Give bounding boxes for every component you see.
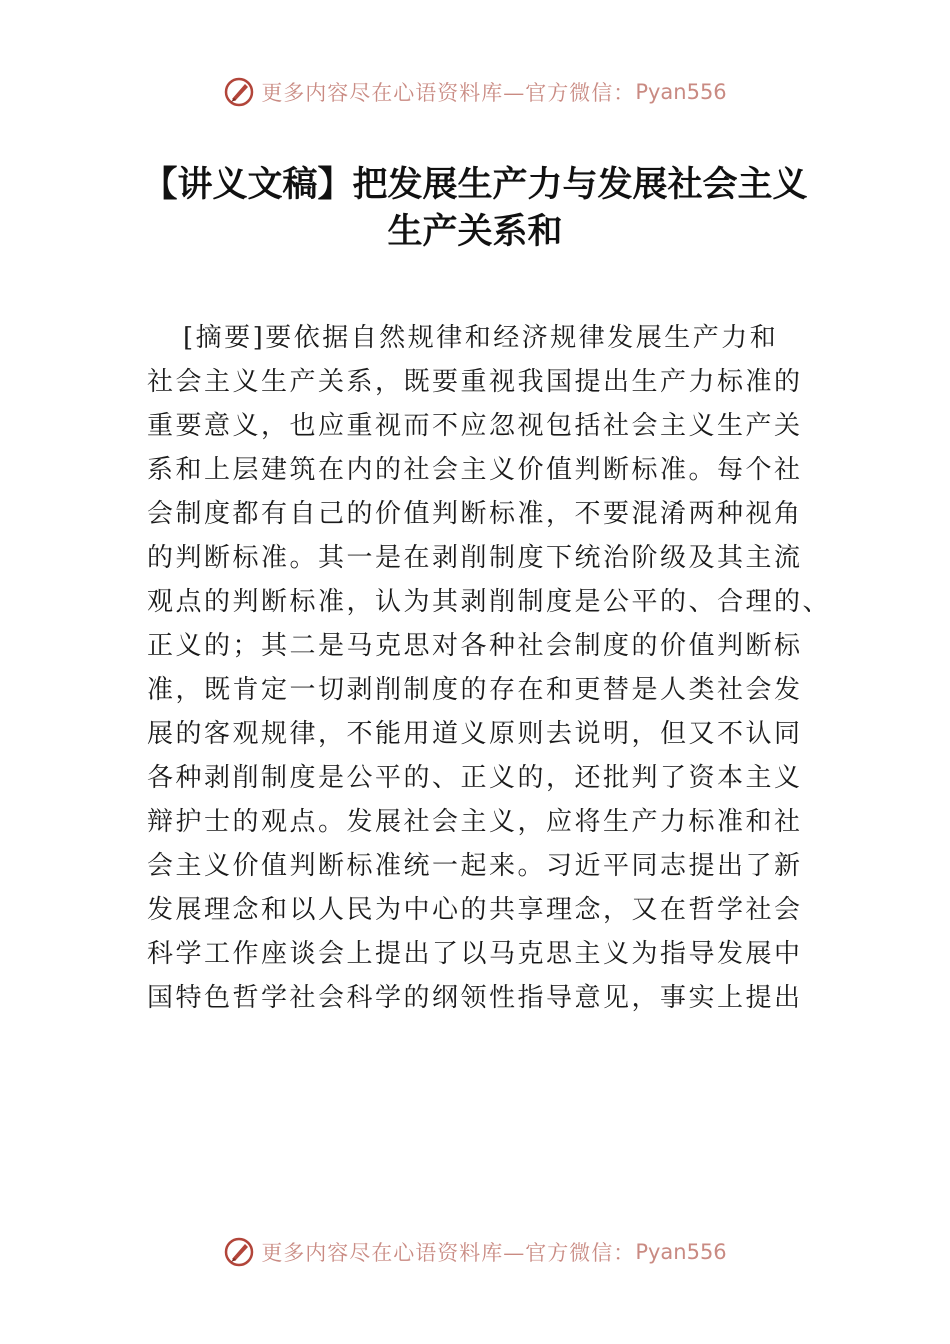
pen-logo-icon — [223, 1236, 255, 1268]
title-line: 【讲义文稿】把发展生产力与发展社会主义 — [142, 165, 808, 205]
body-line: 会制度都有自己的价值判断标准，不要混淆两种视角 — [147, 499, 803, 529]
body-line: [摘要]要依据自然规律和经济规律发展生产力和 — [183, 323, 779, 353]
body-line: 各种剥削制度是公平的、正义的，还批判了资本主义 — [147, 763, 803, 793]
banner-text: 更多内容尽在心语资料库—官方微信： — [261, 1241, 636, 1265]
body-line: 辩护士的观点。发展社会主义，应将生产力标准和社 — [147, 807, 803, 837]
document-title — [90, 162, 860, 256]
body-line: 会主义价值判断标准统一起来。习近平同志提出了新 — [147, 851, 803, 881]
body-line: 重要意义，也应重视而不应忽视包括社会主义生产关 — [147, 411, 803, 441]
title-line: 生产关系和 — [387, 212, 563, 252]
body-line: 科学工作座谈会上提出了以马克思主义为指导发展中 — [147, 939, 803, 969]
body-line: 观点的判断标准，认为其剥削制度是公平的、合理的、 — [147, 587, 832, 617]
header-banner — [0, 72, 950, 112]
body-line: 正义的；其二是马克思对各种社会制度的价值判断标 — [147, 631, 803, 661]
body-line: 国特色哲学社会科学的纲领性指导意见，事实上提出 — [147, 983, 803, 1013]
body-line: 的判断标准。其一是在剥削制度下统治阶级及其主流 — [147, 543, 803, 573]
banner-text: 更多内容尽在心语资料库—官方微信： — [261, 81, 636, 105]
body-line: 发展理念和以人民为中心的共享理念，又在哲学社会 — [147, 895, 803, 925]
body-paragraph — [147, 316, 832, 1020]
body-line: 社会主义生产关系，既要重视我国提出生产力标准的 — [147, 367, 803, 397]
pen-logo-icon — [223, 76, 255, 108]
body-line: 准，既肯定一切剥削制度的存在和更替是人类社会发 — [147, 675, 803, 705]
footer-banner — [0, 1232, 950, 1272]
banner-wechat-id: Pyan556 — [635, 80, 727, 104]
body-line: 系和上层建筑在内的社会主义价值判断标准。每个社 — [147, 455, 803, 485]
banner-wechat-id: Pyan556 — [635, 1240, 727, 1264]
body-line: 展的客观规律，不能用道义原则去说明，但又不认同 — [147, 719, 803, 749]
